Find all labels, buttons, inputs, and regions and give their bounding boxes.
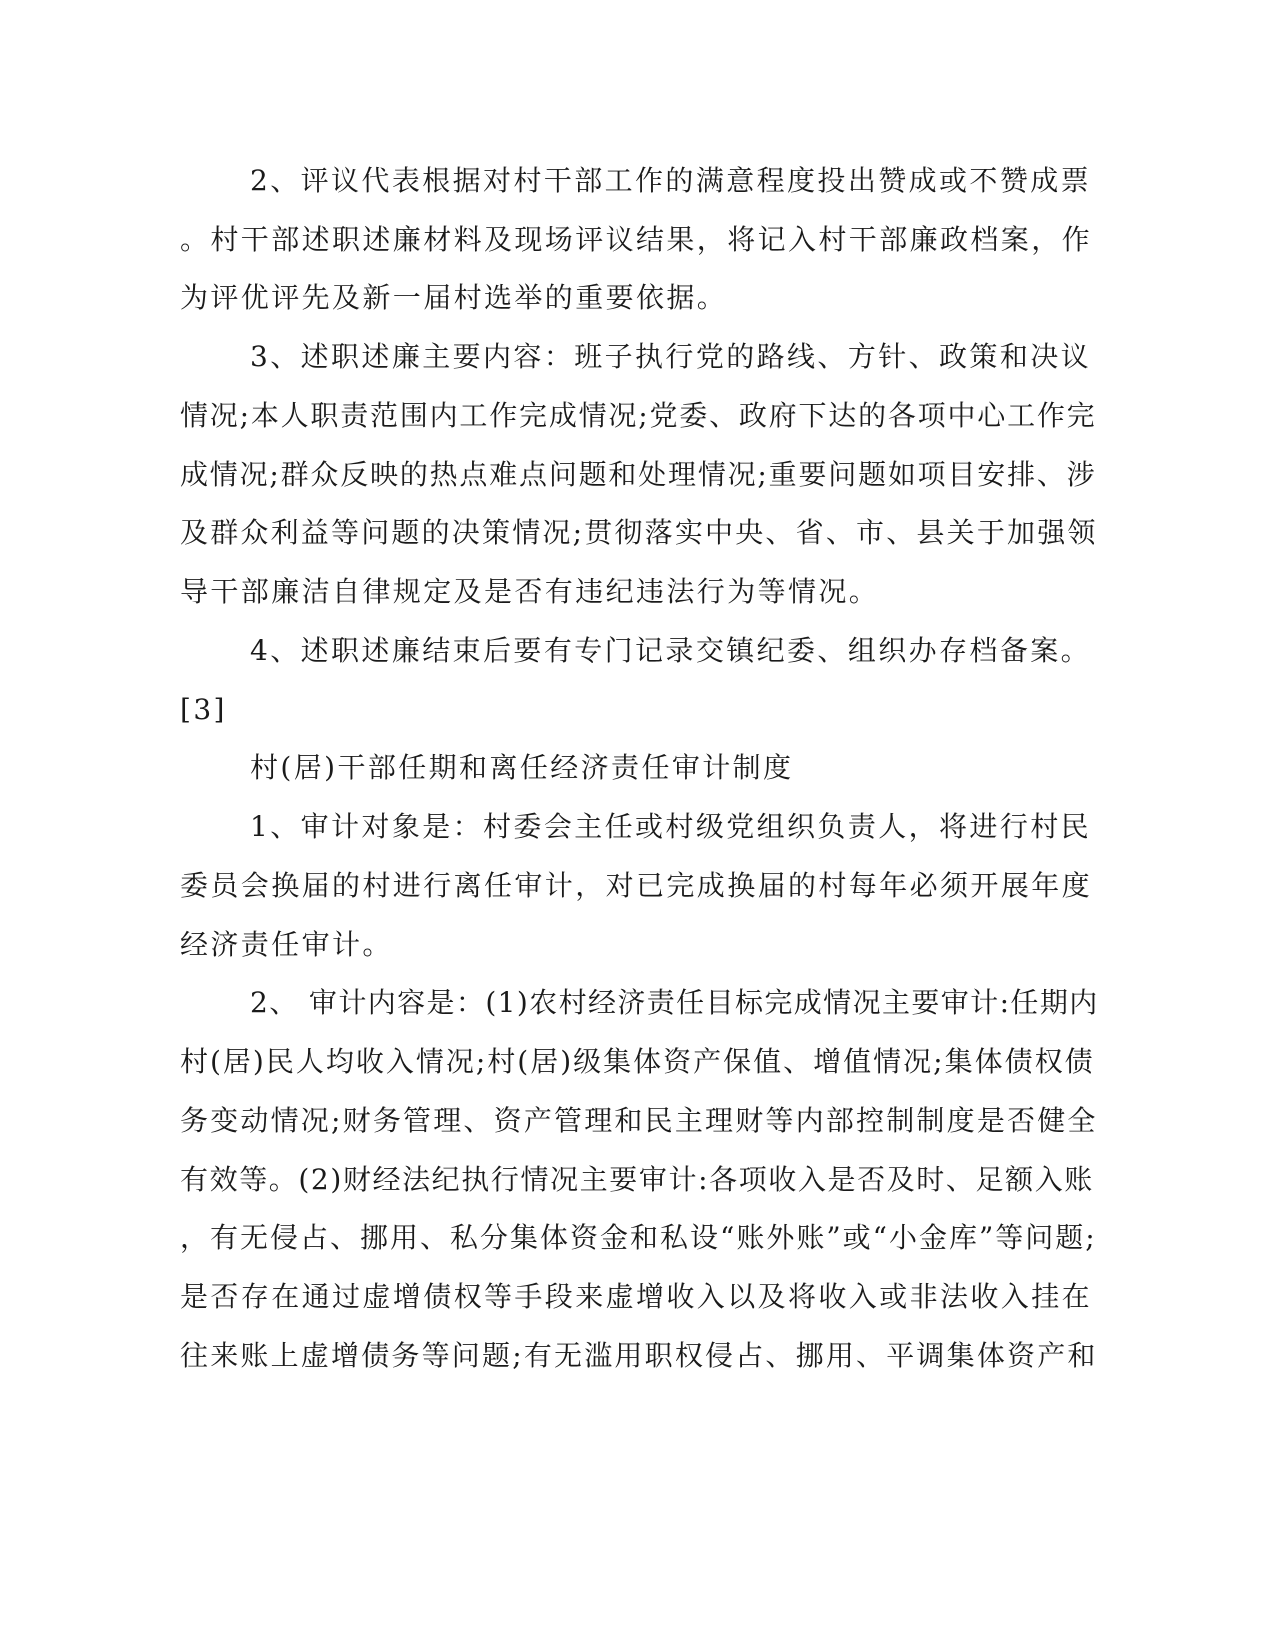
audit-item-2-line-3: 务变动情况;财务管理、资产管理和民主理财等内部控制制度是否健全: [180, 1104, 1098, 1137]
section-title: 村(居)干部任期和离任经济责任审计制度: [250, 751, 794, 784]
paragraph-3-line-4: 及群众利益等问题的决策情况;贯彻落实中央、省、市、县关于加强领: [180, 516, 1098, 549]
audit-item-1-line-3: 经济责任审计。: [180, 928, 393, 961]
paragraph-2-line-1: 2、评议代表根据对村干部工作的满意程度投出赞成或不赞成票: [250, 164, 1092, 197]
audit-item-1-line-2: 委员会换届的村进行离任审计，对已完成换届的村每年必须开展年度: [180, 869, 1093, 902]
audit-item-2-line-2: 村(居)民人均收入情况;村(居)级集体资产保值、增值情况;集体债权债: [180, 1045, 1095, 1078]
paragraph-3-line-1: 3、述职述廉主要内容：班子执行党的路线、方针、政策和决议: [250, 340, 1092, 373]
audit-item-2-line-1: 2、 审计内容是：(1)农村经济责任目标完成情况主要审计:任期内: [250, 986, 1099, 1019]
paragraph-2-line-3: 为评优评先及新一届村选举的重要依据。: [180, 281, 728, 314]
paragraph-3-line-5: 导干部廉洁自律规定及是否有违纪违法行为等情况。: [180, 575, 880, 608]
audit-item-2-line-7: 往来账上虚增债务等问题;有无滥用职权侵占、挪用、平调集体资产和: [180, 1339, 1098, 1372]
paragraph-3-line-3: 成情况;群众反映的热点难点问题和处理情况;重要问题如项目安排、涉: [180, 458, 1097, 491]
audit-item-2-line-4: 有效等。(2)财经法纪执行情况主要审计:各项收入是否及时、足额入账: [180, 1163, 1094, 1196]
audit-item-2-line-5: ，有无侵占、挪用、私分集体资金和私设“账外账”或“小金库”等问题;: [180, 1221, 1097, 1254]
paragraph-4-line-1: 4、述职述廉结束后要有专门记录交镇纪委、组织办存档备案。: [250, 634, 1092, 667]
audit-item-1-line-1: 1、审计对象是：村委会主任或村级党组织负责人，将进行村民: [250, 810, 1092, 843]
reference-marker: [3]: [180, 693, 227, 726]
paragraph-3-line-2: 情况;本人职责范围内工作完成情况;党委、政府下达的各项中心工作完: [180, 399, 1097, 432]
audit-item-2-line-6: 是否存在通过虚增债权等手段来虚增收入以及将收入或非法收入挂在: [180, 1280, 1093, 1313]
paragraph-2-line-2: 。村干部述职述廉材料及现场评议结果，将记入村干部廉政档案，作: [180, 223, 1093, 256]
